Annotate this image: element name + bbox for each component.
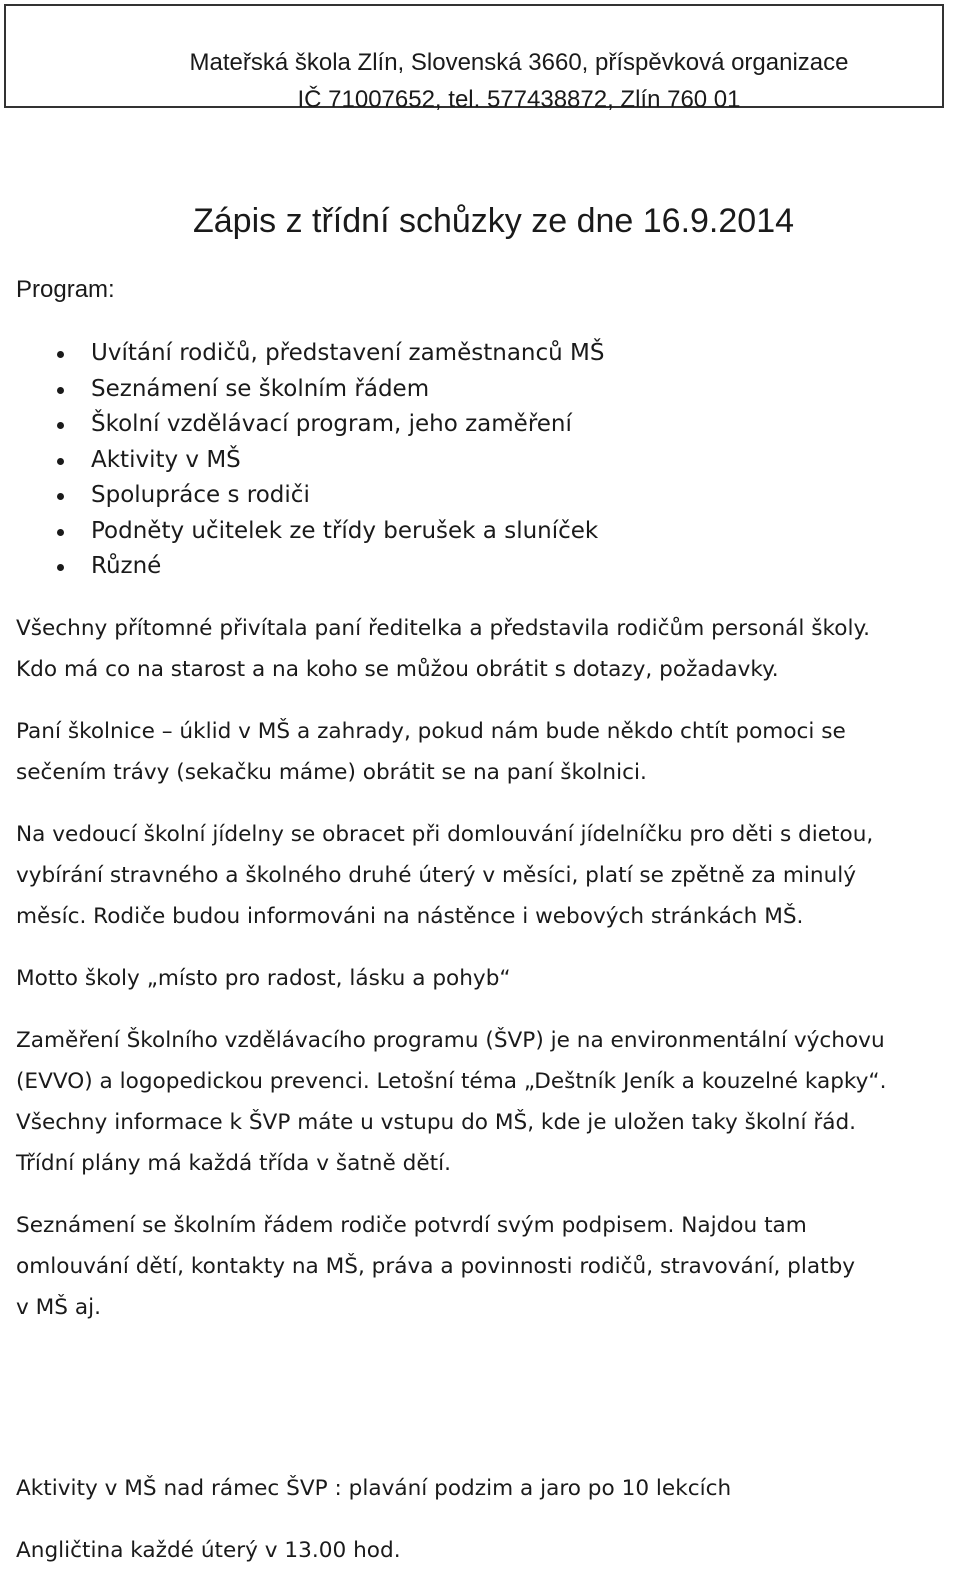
list-item: Školní vzdělávací program, jeho zaměření bbox=[0, 407, 604, 443]
school-contact-line: IČ 71007652, tel. 577438872, Zlín 760 01 bbox=[297, 86, 741, 113]
text-line: (EVVO) a logopedickou prevenci. Letošní téma „Deštník Jeník a kouzelné kapky“. bbox=[16, 1069, 887, 1094]
paragraph-canteen bbox=[16, 814, 956, 937]
activities-line: Aktivity v MŠ nad rámec ŠVP : plavání podzim a jaro po 10 lekcích bbox=[16, 1476, 732, 1501]
list-item: Různé bbox=[0, 549, 604, 585]
document-title: Zápis z třídní schůzky ze dne 16.9.2014 bbox=[193, 202, 795, 240]
text-line: Motto školy „místo pro radost, lásku a pohyb“ bbox=[16, 966, 511, 991]
paragraph-svp bbox=[16, 1020, 956, 1184]
paragraph-school-rules bbox=[16, 1205, 956, 1328]
text-line: vybírání stravného a školného druhé úterý v měsíci, platí se zpětně za minulý bbox=[16, 863, 857, 888]
text-line: Všechny přítomné přivítala paní ředitelka a představila rodičům personál školy. bbox=[16, 616, 871, 641]
school-header bbox=[4, 4, 944, 113]
text-line: měsíc. Rodiče budou informováni na nástěnce i webových stránkách MŠ. bbox=[16, 904, 804, 929]
text-line: v MŠ aj. bbox=[16, 1295, 101, 1320]
text-line: omlouvání dětí, kontakty na MŠ, práva a povinnosti rodičů, stravování, platby bbox=[16, 1254, 856, 1279]
school-name-line: Mateřská škola Zlín, Slovenská 3660, příspěvková organizace bbox=[189, 49, 849, 76]
additional-activities bbox=[16, 1468, 731, 1592]
text-line: Třídní plány má každá třída v šatně dětí. bbox=[16, 1151, 451, 1176]
text-line: Paní školnice – úklid v MŠ a zahrady, pokud nám bude někdo chtít pomoci se bbox=[16, 719, 846, 744]
program-label: Program: bbox=[16, 276, 115, 303]
list-item: Seznámení se školním řádem bbox=[0, 372, 604, 408]
body-text bbox=[16, 608, 956, 1349]
program-list bbox=[0, 336, 604, 585]
paragraph-motto bbox=[16, 958, 956, 999]
text-line: Zaměření Školního vzdělávacího programu (ŠVP) je na environmentální výchovu bbox=[16, 1028, 885, 1053]
text-line: Kdo má co na starost a na koho se můžou obrátit s dotazy, požadavky. bbox=[16, 657, 779, 682]
text-line: Na vedoucí školní jídelny se obracet při domlouvání jídelníčku pro děti s dietou, bbox=[16, 822, 874, 847]
list-item: Uvítání rodičů, představení zaměstnanců MŠ bbox=[0, 336, 604, 372]
list-item: Spolupráce s rodiči bbox=[0, 478, 604, 514]
text-line: Všechny informace k ŠVP máte u vstupu do MŠ, kde je uložen taky školní řád. bbox=[16, 1110, 857, 1135]
list-item: Aktivity v MŠ bbox=[0, 443, 604, 479]
paragraph-caretaker bbox=[16, 711, 956, 793]
english-line: Angličtina každé úterý v 13.00 hod. bbox=[16, 1538, 401, 1563]
list-item: Podněty učitelek ze třídy berušek a sluníček bbox=[0, 514, 604, 550]
paragraph-welcome bbox=[16, 608, 956, 690]
text-line: sečením trávy (sekačku máme) obrátit se na paní školnici. bbox=[16, 760, 647, 785]
text-line: Seznámení se školním řádem rodiče potvrdí svým podpisem. Najdou tam bbox=[16, 1213, 807, 1238]
